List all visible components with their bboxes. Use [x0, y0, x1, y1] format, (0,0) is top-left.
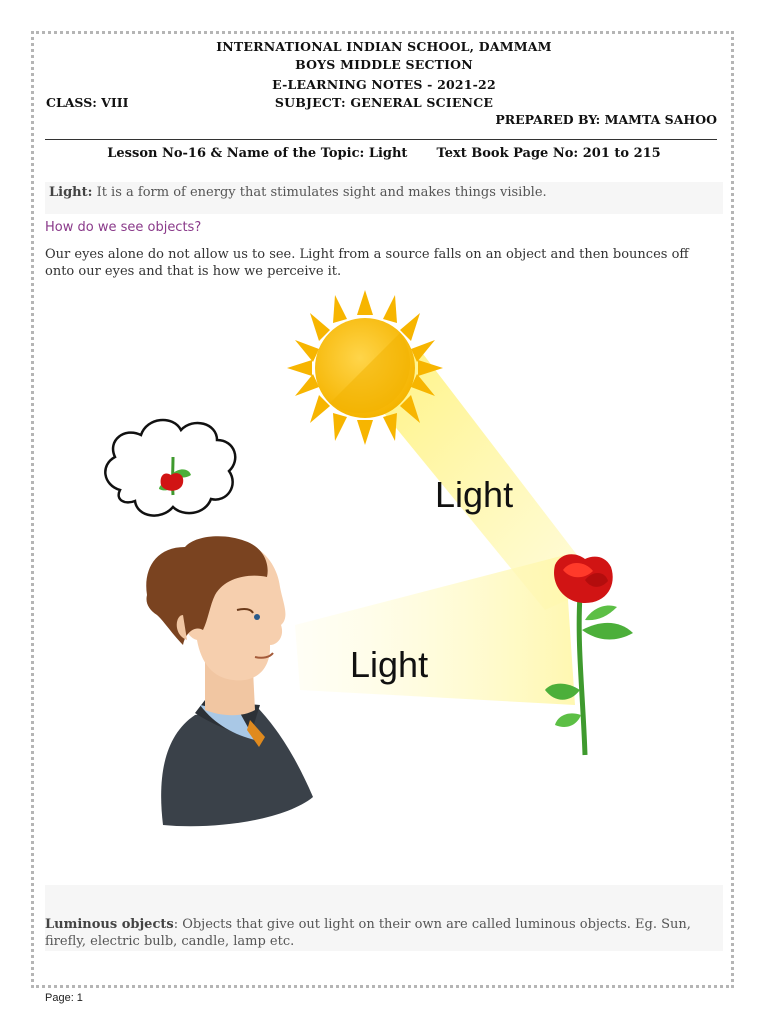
school-name: INTERNATIONAL INDIAN SCHOOL, DAMMAM [216, 39, 552, 54]
prepared-by: PREPARED BY: MAMTA SAHOO [495, 112, 717, 127]
lesson-title: Lesson No-16 & Name of the Topic: Light [107, 146, 408, 161]
header-rule [45, 139, 717, 140]
person-icon [146, 536, 313, 826]
lesson-pages: Text Book Page No: 201 to 215 [436, 146, 661, 161]
section-name: BOYS MIDDLE SECTION [295, 57, 473, 72]
luminous-text: : Objects that give out light on their own are called luminous objects. Eg. Sun, firefly, electric bulb, candle, lamp etc. [45, 917, 691, 949]
light-beam-rose-to-eye [295, 555, 575, 705]
notes-title: E-LEARNING NOTES - 2021-22 [272, 77, 496, 92]
lesson-line [0, 146, 768, 161]
beam-label-bottom: Light [350, 644, 429, 685]
subject-label: SUBJECT: GENERAL SCIENCE [274, 95, 494, 110]
section-question: How do we see objects? [45, 220, 202, 235]
page-number: Page: 1 [45, 992, 83, 1004]
definition [49, 184, 719, 201]
light-illustration [45, 285, 725, 845]
class-label: CLASS: VIII [46, 95, 129, 110]
explanation-paragraph: Our eyes alone do not allow us to see. Light from a source falls on an object and then bounces off onto our eyes and that is how we perceive it. [45, 247, 689, 279]
luminous-term: Luminous objects [45, 917, 174, 932]
definition-term: Light: [49, 185, 93, 200]
luminous-paragraph [45, 916, 717, 950]
definition-text: It is a form of energy that stimulates sight and makes things visible. [92, 185, 547, 200]
beam-label-top: Light [435, 474, 514, 515]
